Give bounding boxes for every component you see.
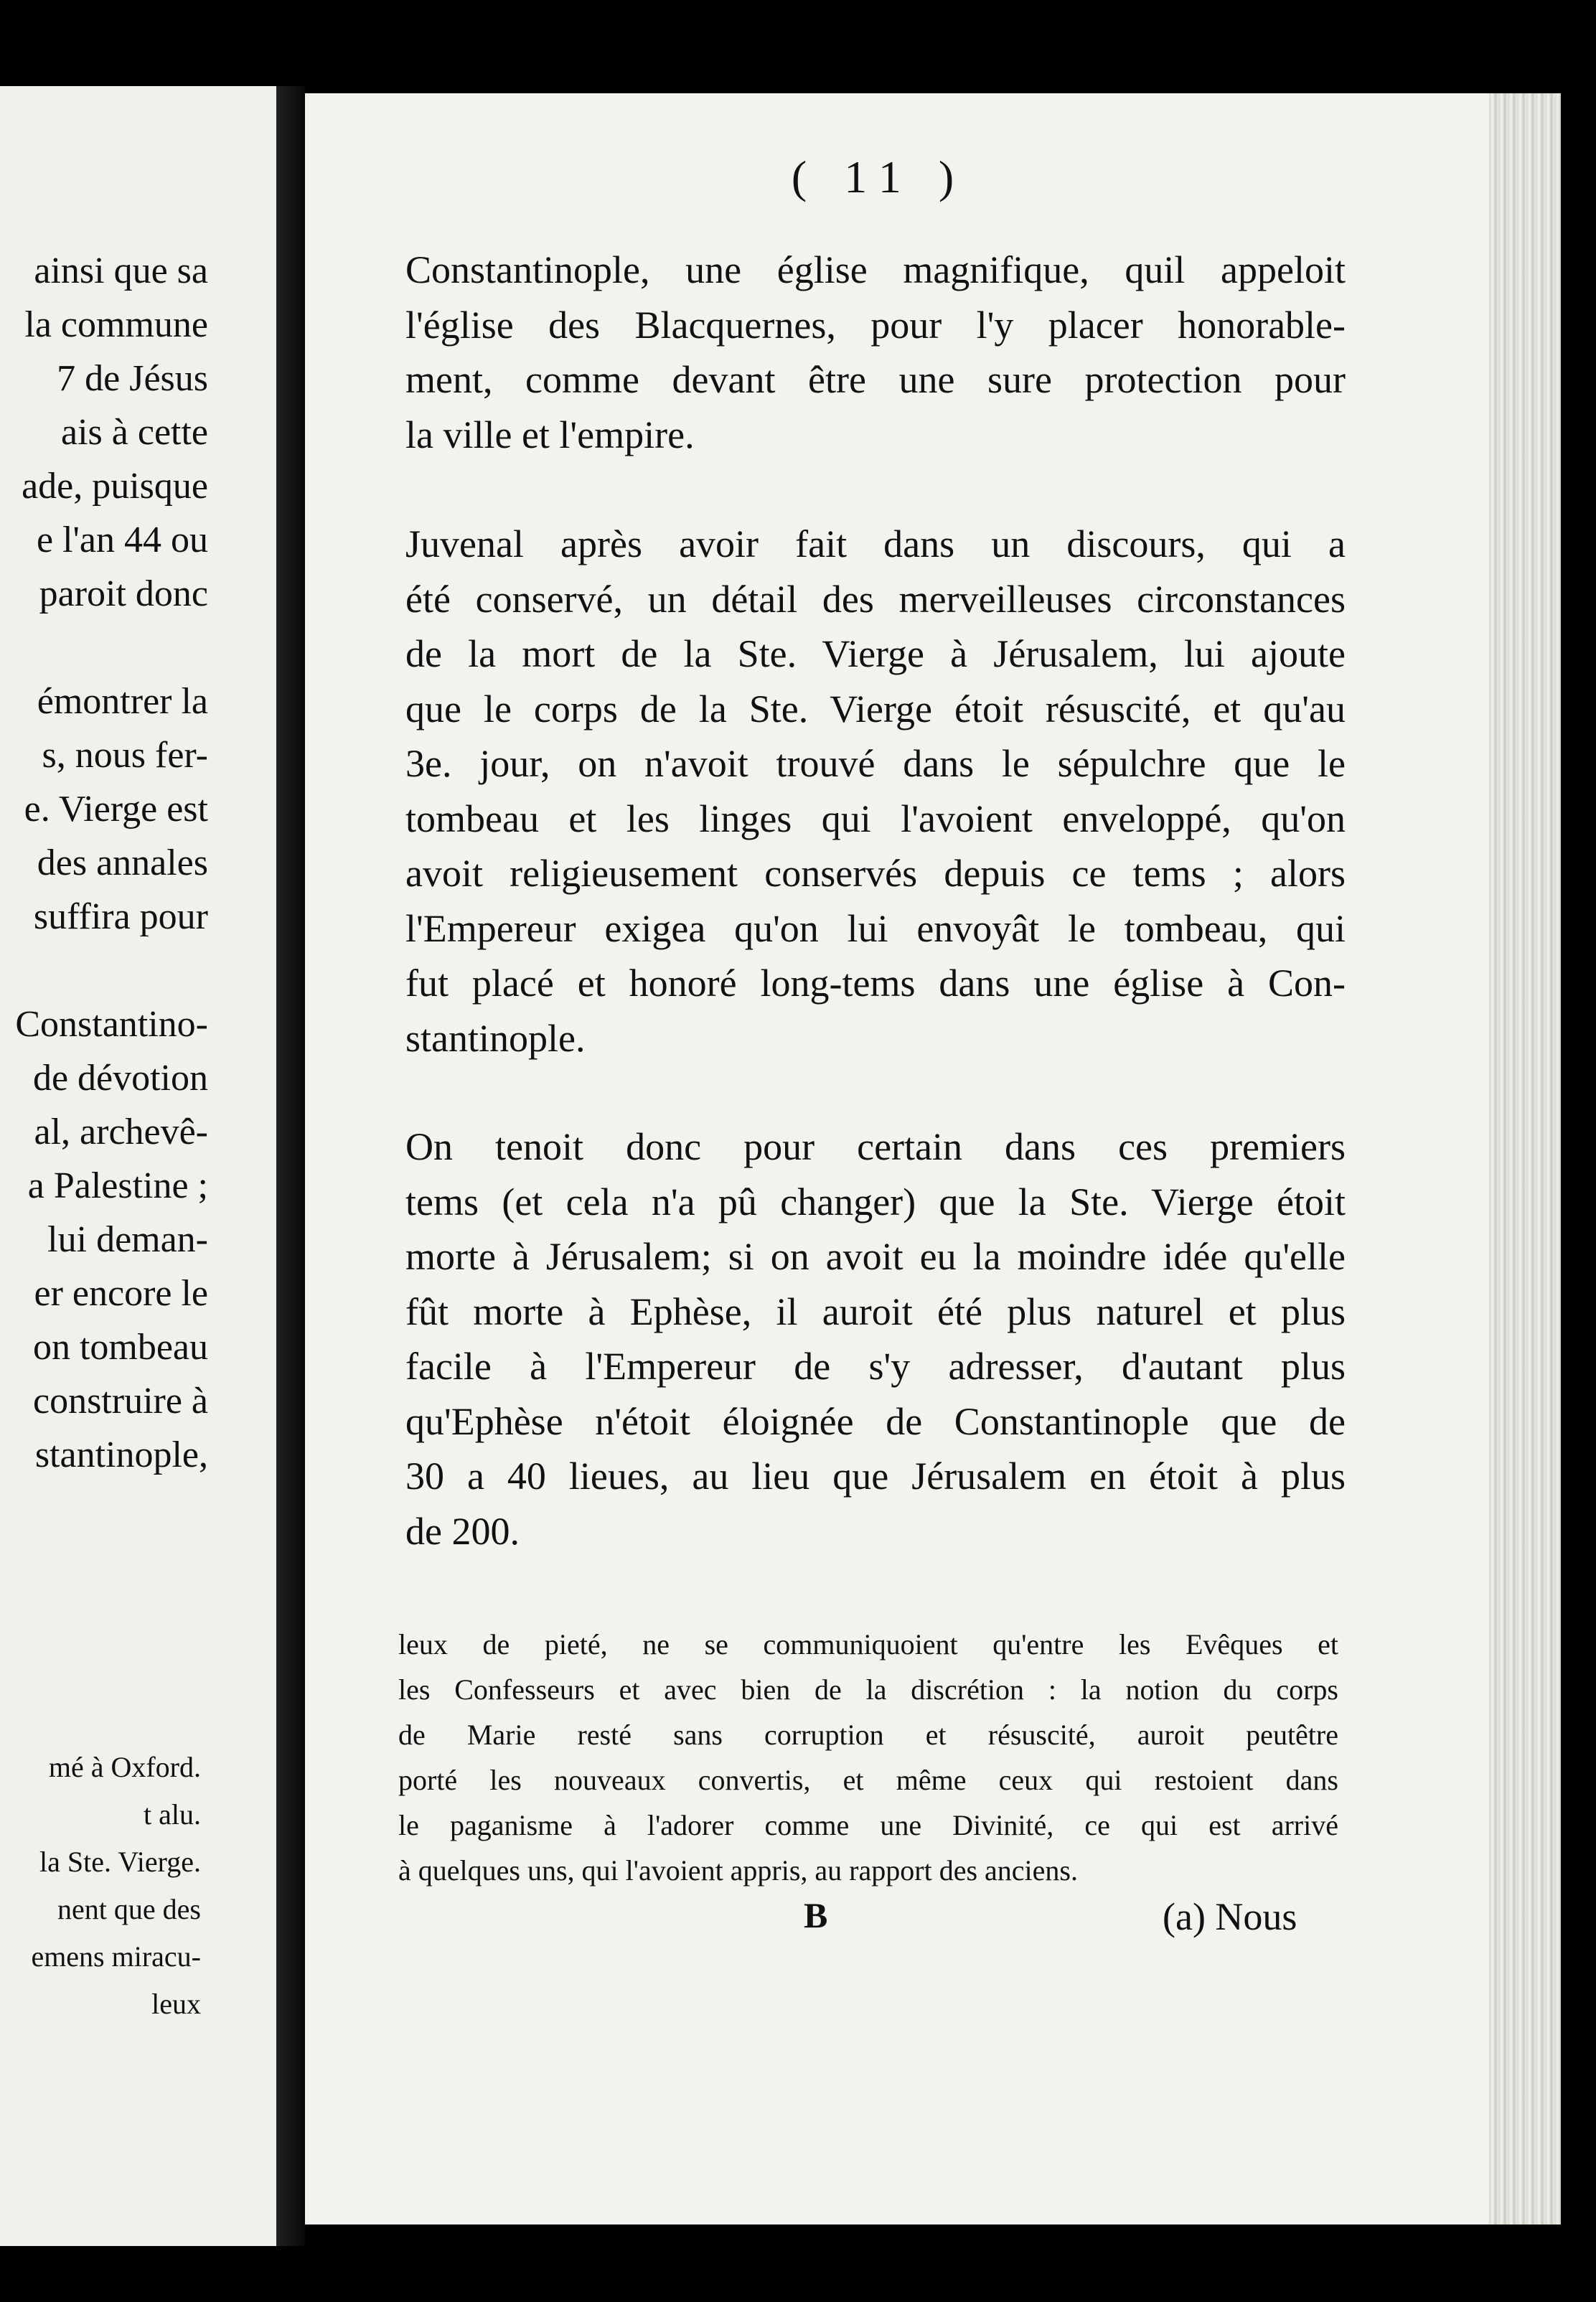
text-line: l'Empereur exigea qu'on lui envoyât le tombeau, qui — [405, 906, 1346, 950]
text-line: qu'Ephèse n'étoit éloignée de Constantinople que de — [405, 1399, 1346, 1443]
text-line: la commune — [24, 304, 208, 345]
text-line: 30 a 40 lieues, au lieu que Jérusalem en étoit à plus — [405, 1455, 1346, 1498]
text-line: 3e. jour, on n'avoit trouvé dans le sépulchre que le — [405, 742, 1346, 785]
text-line: paroit donc — [39, 573, 208, 614]
page-number: ( 11 ) — [791, 151, 967, 202]
text-line: été conservé, un détail des merveilleuses circonstances — [405, 577, 1346, 621]
footnote-line: à quelques uns, qui l'avoient appris, au rapport des anciens. — [398, 1854, 1078, 1887]
text-line: lui deman- — [47, 1219, 208, 1260]
text-line: construire à — [32, 1381, 208, 1422]
paragraph-1 — [405, 243, 1346, 462]
note-line: nent que des — [57, 1893, 201, 1925]
text-line: ment, comme devant être une sure protection pour — [405, 358, 1346, 401]
text-line: facile à l'Empereur de s'y adresser, d'autant plus — [405, 1345, 1346, 1388]
paragraph-2 — [405, 517, 1346, 1066]
text-line: ade, puisque — [22, 466, 208, 507]
text-line: a Palestine ; — [27, 1165, 208, 1206]
text-line: er encore le — [34, 1273, 208, 1314]
text-line: fut placé et honoré long-tems dans une église à Con- — [405, 962, 1346, 1005]
text-line: l'église des Blacquernes, pour l'y placer honorable- — [405, 303, 1346, 347]
paragraph-gap — [0, 621, 208, 675]
note-line: t alu. — [144, 1798, 201, 1831]
note-line: mé à Oxford. — [48, 1751, 201, 1783]
text-line: de la mort de la Ste. Vierge à Jérusalem, lui ajoute — [405, 632, 1346, 675]
text-line: suffira pour — [33, 896, 208, 937]
text-line: morte à Jérusalem; si on avoit eu la moindre idée qu'elle — [405, 1235, 1346, 1278]
signature-mark: B — [804, 1895, 828, 1935]
text-line: on tombeau — [32, 1327, 208, 1368]
text-line: la ville et l'empire. — [405, 413, 695, 456]
footnote-line: leux de pieté, ne se communiquoient qu'entre les Evêques et — [398, 1628, 1338, 1660]
text-line: des annales — [37, 842, 208, 883]
facing-page-text — [0, 244, 208, 1482]
footnote-line: le paganisme à l'adorer comme une Divinité, ce qui est arrivé — [398, 1809, 1338, 1841]
footnote — [398, 1622, 1338, 1893]
text-line: al, archevê- — [34, 1112, 208, 1152]
note-line: la Ste. Vierge. — [39, 1846, 201, 1878]
text-line: tems (et cela n'a pû changer) que la Ste. Vierge étoit — [405, 1180, 1346, 1223]
text-line: Juvenal après avoir fait dans un discours, qui a — [405, 522, 1346, 565]
text-line: e l'an 44 ou — [37, 520, 208, 560]
text-line: 7 de Jésus — [57, 358, 208, 399]
text-line: de 200. — [405, 1509, 520, 1553]
paragraph-3 — [405, 1119, 1346, 1559]
text-line: ainsi que sa — [34, 250, 208, 291]
text-line: Constantinople, une église magnifique, quil appeloit — [405, 248, 1346, 291]
text-line: avoit religieusement conservés depuis ce tems ; alors — [405, 852, 1346, 895]
footnote-line: de Marie resté sans corruption et résuscité, auroit peutêtre — [398, 1719, 1338, 1751]
text-line: tombeau et les linges qui l'avoient enveloppé, qu'on — [405, 797, 1346, 840]
text-line: que le corps de la Ste. Vierge étoit résuscité, et qu'au — [405, 687, 1346, 730]
note-line: emens miracu- — [31, 1940, 201, 1973]
facing-page-left — [0, 86, 276, 2246]
text-line: On tenoit donc pour certain dans ces premiers — [405, 1125, 1346, 1168]
footnote-line: porté les nouveaux convertis, et même ceux qui restoient dans — [398, 1764, 1338, 1796]
text-line: stantinople. — [405, 1016, 586, 1060]
text-line: fût morte à Ephèse, il auroit été plus naturel et plus — [405, 1289, 1346, 1333]
text-line: émontrer la — [37, 681, 208, 722]
text-line: stantinople, — [34, 1434, 208, 1475]
page-edges — [1489, 93, 1561, 2225]
text-line: de dévotion — [32, 1058, 208, 1099]
catchword: (a) Nous — [1163, 1895, 1297, 1938]
facing-page-notes — [0, 1744, 201, 2028]
text-line: ais à cette — [61, 412, 208, 453]
text-line: e. Vierge est — [24, 789, 208, 830]
text-line: Constantino- — [15, 1004, 208, 1045]
text-line: s, nous fer- — [42, 735, 208, 776]
footnote-line: les Confesseurs et avec bien de la discrétion : la notion du corps — [398, 1673, 1338, 1706]
book-gutter — [276, 86, 305, 2246]
note-line: leux — [151, 1988, 201, 2020]
paragraph-gap — [0, 944, 208, 997]
